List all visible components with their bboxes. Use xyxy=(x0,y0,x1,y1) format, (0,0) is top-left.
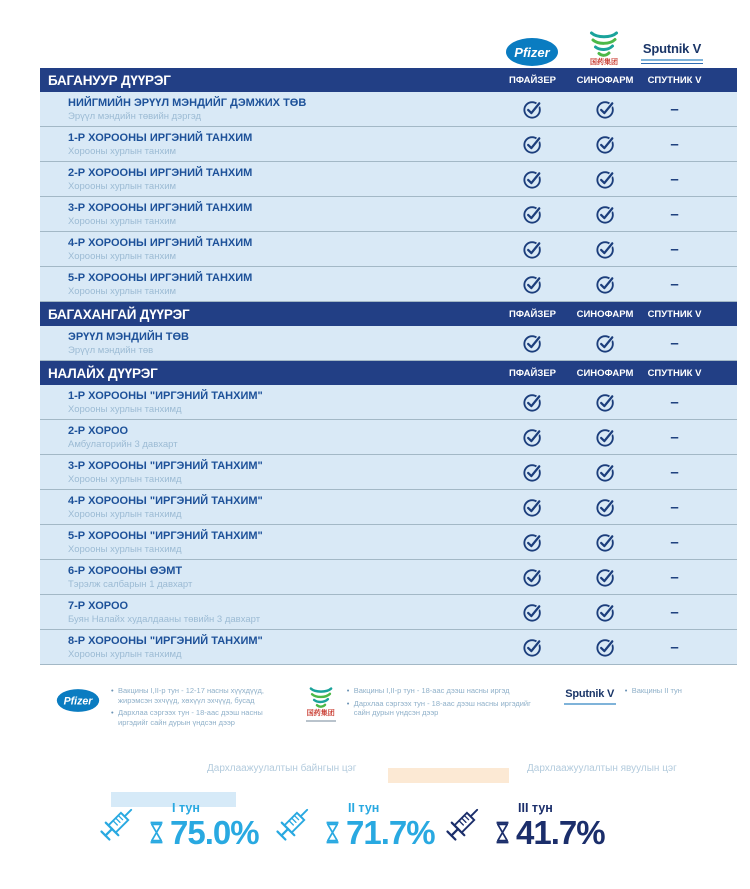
table-row xyxy=(40,525,737,560)
table-row xyxy=(40,267,737,302)
vaccination-table xyxy=(40,68,737,665)
check-icon xyxy=(522,637,543,658)
row-subtitle: Буян Налайх худалдааны төвийн 3 давхарт xyxy=(68,613,261,625)
section-title: НАЛАЙХ ДҮҮРЭГ xyxy=(48,365,158,381)
sinopharm-logo-caption xyxy=(306,720,336,722)
fixed-point-label: Дархлаажуулалтын байнгын цэг xyxy=(207,763,357,774)
row-title: НИЙГМИЙН ЭРҮҮЛ МЭНДИЙГ ДЭМЖИХ ТӨВ xyxy=(68,96,307,109)
dash-icon: – xyxy=(670,205,679,223)
column-header-sputnik: СПУТНИК V xyxy=(647,367,702,379)
sinopharm-logo xyxy=(588,30,620,71)
table-row xyxy=(40,92,737,127)
column-header-pfizer: ПФАЙЗЕР xyxy=(508,308,556,320)
check-icon xyxy=(522,567,543,588)
row-title: ЭРҮҮЛ МЭНДИЙН ТӨВ xyxy=(68,330,189,343)
column-header-sinopharm: СИНОФАРМ xyxy=(576,74,634,86)
check-icon xyxy=(522,134,543,155)
legend-sputnik xyxy=(564,686,740,705)
dash-icon: – xyxy=(670,638,679,656)
syringe-icon xyxy=(264,797,320,853)
check-icon xyxy=(522,532,543,553)
table-row xyxy=(40,127,737,162)
row-subtitle: Хорооны хурлын танхимд xyxy=(68,403,182,415)
sinopharm-logo-small: 国药集团 xyxy=(306,686,336,722)
dash-icon: – xyxy=(670,428,679,446)
dash-icon: – xyxy=(670,170,679,188)
row-title: 2-Р ХОРООНЫ ИРГЭНИЙ ТАНХИМ xyxy=(68,166,253,179)
stat-value: 75.0% xyxy=(170,814,259,851)
pfizer-logo xyxy=(505,37,559,72)
stat-label: III тун xyxy=(518,801,553,815)
check-icon xyxy=(522,333,543,354)
row-subtitle: Хорооны хурлын танхимд xyxy=(68,543,182,555)
syringe-icon xyxy=(434,797,490,853)
table-row xyxy=(40,420,737,455)
sputnik-logo-text: Sputnik V xyxy=(642,41,702,56)
row-title: 3-Р ХОРООНЫ ИРГЭНИЙ ТАНХИМ xyxy=(68,201,253,214)
stat-dose-1 xyxy=(88,797,259,853)
section-header-nalaikh xyxy=(40,361,737,385)
stat-label: II тун xyxy=(348,801,380,815)
table-row xyxy=(40,455,737,490)
check-icon xyxy=(595,99,616,120)
dash-icon: – xyxy=(670,603,679,621)
check-icon xyxy=(595,602,616,623)
check-icon xyxy=(522,239,543,260)
legend-pfizer xyxy=(56,686,306,730)
row-subtitle: Хорооны хурлын танхимд xyxy=(68,508,182,520)
svg-text:Pfizer: Pfizer xyxy=(63,695,93,708)
table-row xyxy=(40,630,737,665)
check-icon xyxy=(595,637,616,658)
check-icon xyxy=(595,274,616,295)
dash-icon: – xyxy=(670,463,679,481)
column-header-sinopharm: СИНОФАРМ xyxy=(576,367,634,379)
row-title: 4-Р ХОРООНЫ "ИРГЭНИЙ ТАНХИМ" xyxy=(68,494,263,507)
table-row xyxy=(40,162,737,197)
table-row xyxy=(40,232,737,267)
dash-icon: – xyxy=(670,393,679,411)
check-icon xyxy=(522,392,543,413)
section-header-bagakhangai xyxy=(40,302,737,326)
row-subtitle: Эрүүл мэндийн төвийн дэргэд xyxy=(68,110,202,122)
row-subtitle: Хорооны хурлын танхимд xyxy=(68,648,182,660)
sputnik-tagline-rule xyxy=(641,63,703,64)
table-row xyxy=(40,326,737,361)
row-subtitle: Амбулаторийн 3 давхарт xyxy=(68,438,178,450)
row-title: 1-Р ХОРООНЫ "ИРГЭНИЙ ТАНХИМ" xyxy=(68,389,263,402)
column-header-sputnik: СПУТНИК V xyxy=(647,308,702,320)
dash-icon: – xyxy=(670,498,679,516)
row-title: 4-Р ХОРООНЫ ИРГЭНИЙ ТАНХИМ xyxy=(68,236,253,249)
sinopharm-logo-text: 国药集团 xyxy=(590,59,618,66)
row-title: 8-Р ХОРООНЫ "ИРГЭНИЙ ТАНХИМ" xyxy=(68,634,263,647)
stat-value: 41.7% xyxy=(516,814,605,851)
check-icon xyxy=(595,134,616,155)
sputnik-tagline xyxy=(641,59,703,61)
check-icon xyxy=(522,602,543,623)
pfizer-logo-text: Pfizer xyxy=(514,45,550,60)
check-icon xyxy=(522,497,543,518)
dash-icon: – xyxy=(670,568,679,586)
table-row xyxy=(40,490,737,525)
pfizer-logo-small xyxy=(56,688,100,718)
column-header-pfizer: ПФАЙЗЕР xyxy=(508,367,556,379)
table-row xyxy=(40,560,737,595)
stat-label: I тун xyxy=(172,801,200,815)
table-row xyxy=(40,385,737,420)
row-subtitle: Хорооны хурлын танхим xyxy=(68,180,177,192)
dash-icon: – xyxy=(670,334,679,352)
dash-icon: – xyxy=(670,100,679,118)
dash-icon: – xyxy=(670,275,679,293)
row-title: 7-Р ХОРОО xyxy=(68,599,129,612)
check-icon xyxy=(522,462,543,483)
section-title: БАГАНУУР ДҮҮРЭГ xyxy=(48,72,171,88)
row-title: 3-Р ХОРООНЫ "ИРГЭНИЙ ТАНХИМ" xyxy=(68,459,263,472)
check-icon xyxy=(522,204,543,225)
row-subtitle: Хорооны хурлын танхим xyxy=(68,250,177,262)
dash-icon: – xyxy=(670,533,679,551)
legend-item: • Вакцины I,II-р тун - 12-17 насны хүүхдүүд, жирэмсэн эхчүүд, хөхүүл эхчүүд, бусад xyxy=(110,686,290,705)
hourglass-icon xyxy=(324,820,341,845)
hourglass-icon xyxy=(494,820,511,845)
stat-value: 71.7% xyxy=(346,814,435,851)
legend-sinopharm xyxy=(306,686,546,722)
column-header-pfizer: ПФАЙЗЕР xyxy=(508,74,556,86)
table-row xyxy=(40,197,737,232)
check-icon xyxy=(522,274,543,295)
row-title: 5-Р ХОРООНЫ "ИРГЭНИЙ ТАНХИМ" xyxy=(68,529,263,542)
sputnik-logo-small: Sputnik V xyxy=(564,688,616,705)
row-title: 6-Р ХОРООНЫ ӨЭМТ xyxy=(68,564,183,577)
row-title: 5-Р ХОРООНЫ ИРГЭНИЙ ТАНХИМ xyxy=(68,271,253,284)
legend-item: • Вакцины I,II-р тун - 18-аас дээш насны иргэд xyxy=(346,686,536,696)
check-icon xyxy=(522,169,543,190)
check-icon xyxy=(595,169,616,190)
check-icon xyxy=(595,567,616,588)
check-icon xyxy=(595,497,616,518)
mobile-point-label: Дархлаажуулалтын явуулын цэг xyxy=(527,763,677,774)
check-icon xyxy=(595,239,616,260)
sputnik-logo xyxy=(641,41,703,64)
check-icon xyxy=(522,427,543,448)
row-title: 2-Р ХОРОО xyxy=(68,424,129,437)
check-icon xyxy=(595,532,616,553)
vaccine-legend xyxy=(40,686,740,730)
row-subtitle: Эрүүл мэндийн төв xyxy=(68,344,154,356)
stat-dose-2 xyxy=(264,797,435,853)
row-subtitle: Хорооны хурлын танхим xyxy=(68,215,177,227)
check-icon xyxy=(595,427,616,448)
row-subtitle: Хорооны хурлын танхим xyxy=(68,285,177,297)
row-subtitle: Хорооны хурлын танхим xyxy=(68,145,177,157)
dash-icon: – xyxy=(670,135,679,153)
section-header-baganuur xyxy=(40,68,737,92)
dash-icon: – xyxy=(670,240,679,258)
row-title: 1-Р ХОРООНЫ ИРГЭНИЙ ТАНХИМ xyxy=(68,131,253,144)
check-icon xyxy=(595,462,616,483)
row-subtitle: Хорооны хурлын танхимд xyxy=(68,473,182,485)
legend-item: • Дархлаа сэргээх тун - 18-аас дээш насны иргэдийг сайн дурын үндсэн дээр xyxy=(346,699,536,718)
check-icon xyxy=(595,392,616,413)
check-icon xyxy=(522,99,543,120)
row-subtitle: Тэрэлж салбарын 1 давхарт xyxy=(68,578,193,590)
syringe-icon xyxy=(88,797,144,853)
mobile-point-swatch xyxy=(388,768,509,783)
section-title: БАГАХАНГАЙ ДҮҮРЭГ xyxy=(48,306,190,322)
stat-dose-3 xyxy=(434,797,605,853)
check-icon xyxy=(595,204,616,225)
legend-item: • Вакцины II тун xyxy=(624,686,682,696)
table-row xyxy=(40,595,737,630)
column-header-sinopharm: СИНОФАРМ xyxy=(576,308,634,320)
legend-item: • Дархлаа сэргээх тун - 18-аас дээш насны иргэдийг сайн дурын үндсэн дээр xyxy=(110,708,290,727)
hourglass-icon xyxy=(148,820,165,845)
check-icon xyxy=(595,333,616,354)
column-header-sputnik: СПУТНИК V xyxy=(647,74,702,86)
